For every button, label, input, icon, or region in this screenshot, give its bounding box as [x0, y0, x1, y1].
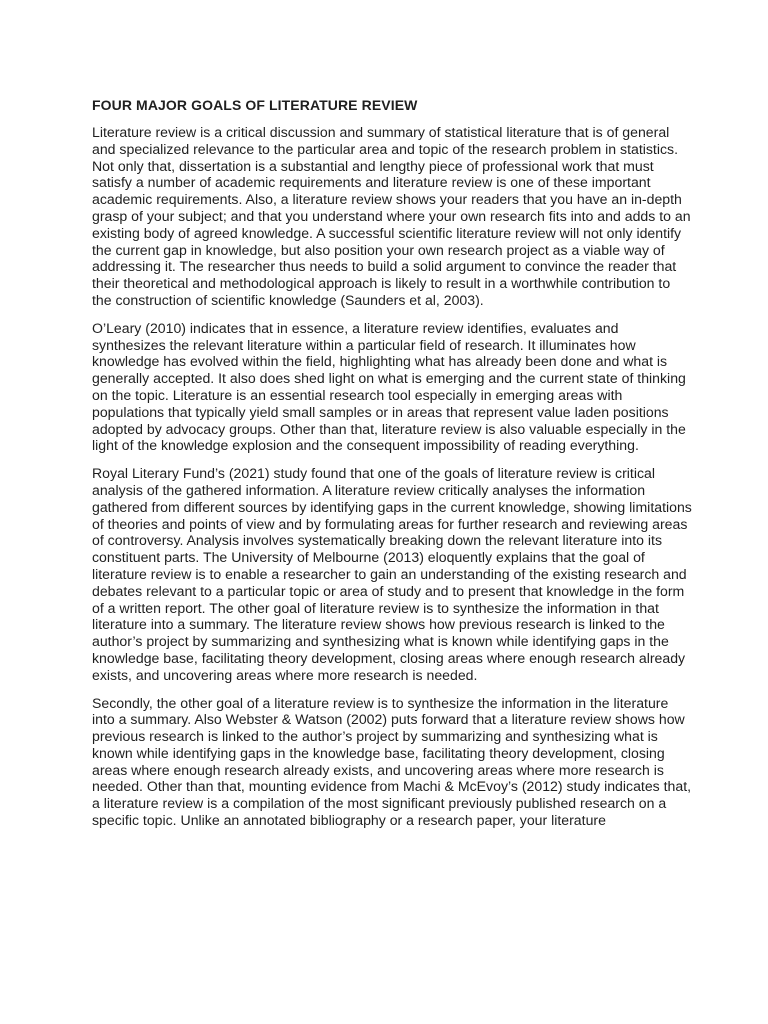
paragraph-1: Literature review is a critical discussion and summary of statistical literature that is of general and specialized relevance to the particular area and topic of the research problem in statistics. Not only that, dissertation is a substantial and lengthy piece of professional work that must satisfy a number of academic requirements and literature review is one of these important academic requirements. Also, a literature review shows your readers that you have an in-depth grasp of your subject; and that you understand where your own research fits into and adds to an existing body of agreed knowledge. A successful scientific literature review will not only identify the current gap in knowledge, but also position your own research project as a viable way of addressing it. The researcher thus needs to build a solid argument to convince the reader that their theoretical and methodological approach is likely to result in a worthwhile contribution to the construction of scientific knowledge (Saunders et al, 2003). — [92, 124, 691, 308]
paragraph-2: O’Leary (2010) indicates that in essence, a literature review identifies, evaluates and synthesizes the relevant literature within a particular field of research. It illuminates how knowledge has evolved within the field, highlighting what has already been done and what is generally accepted. It also does shed light on what is emerging and the current state of thinking on the topic. Literature is an essential research tool especially in emerging areas with populations that typically yield small samples or in areas that represent value laden positions adopted by advocacy groups. Other than that, literature review is also valuable especially in the light of the knowledge explosion and the consequent impossibility of reading everything. — [92, 319, 686, 454]
paragraph-3: Royal Literary Fund’s (2021) study found that one of the goals of literature review is critical analysis of the gathered information. A literature review critically analyses the information gathered from different sources by identifying gaps in the current knowledge, showing limitations of theories and points of view and by formulating areas for further research and reviewing areas of controversy. Analysis involves systematically breaking down the relevant literature into its constituent parts. The University of Melbourne (2013) eloquently explains that the goal of literature review is to enable a researcher to gain an understanding of the existing research and debates relevant to a particular topic or area of study and to present that knowledge in the form of a written report. The other goal of literature review is to synthesize the information in that literature into a summary. The literature review shows how previous research is linked to the author’s project by summarizing and synthesizing what is known while identifying gaps in the knowledge base, facilitating theory development, closing areas where enough research already exists, and uncovering areas where more research is needed. — [92, 465, 692, 683]
document-page — [92, 96, 692, 840]
paragraph-4: Secondly, the other goal of a literature review is to synthesize the information in the literature into a summary. Also Webster & Watson (2002) puts forward that a literature review shows how previous research is linked to the author’s project by summarizing and synthesizing what is known while identifying gaps in the knowledge base, facilitating theory development, closing areas where enough research already exists, and uncovering areas where more research is needed. Other than that, mounting evidence from Machi & McEvoy’s (2012) study indicates that, a literature review is a compilation of the most significant previously published research on a specific topic. Unlike an annotated bibliography or a research paper, your literature — [92, 694, 692, 829]
document-title: FOUR MAJOR GOALS OF LITERATURE REVIEW — [92, 97, 418, 113]
